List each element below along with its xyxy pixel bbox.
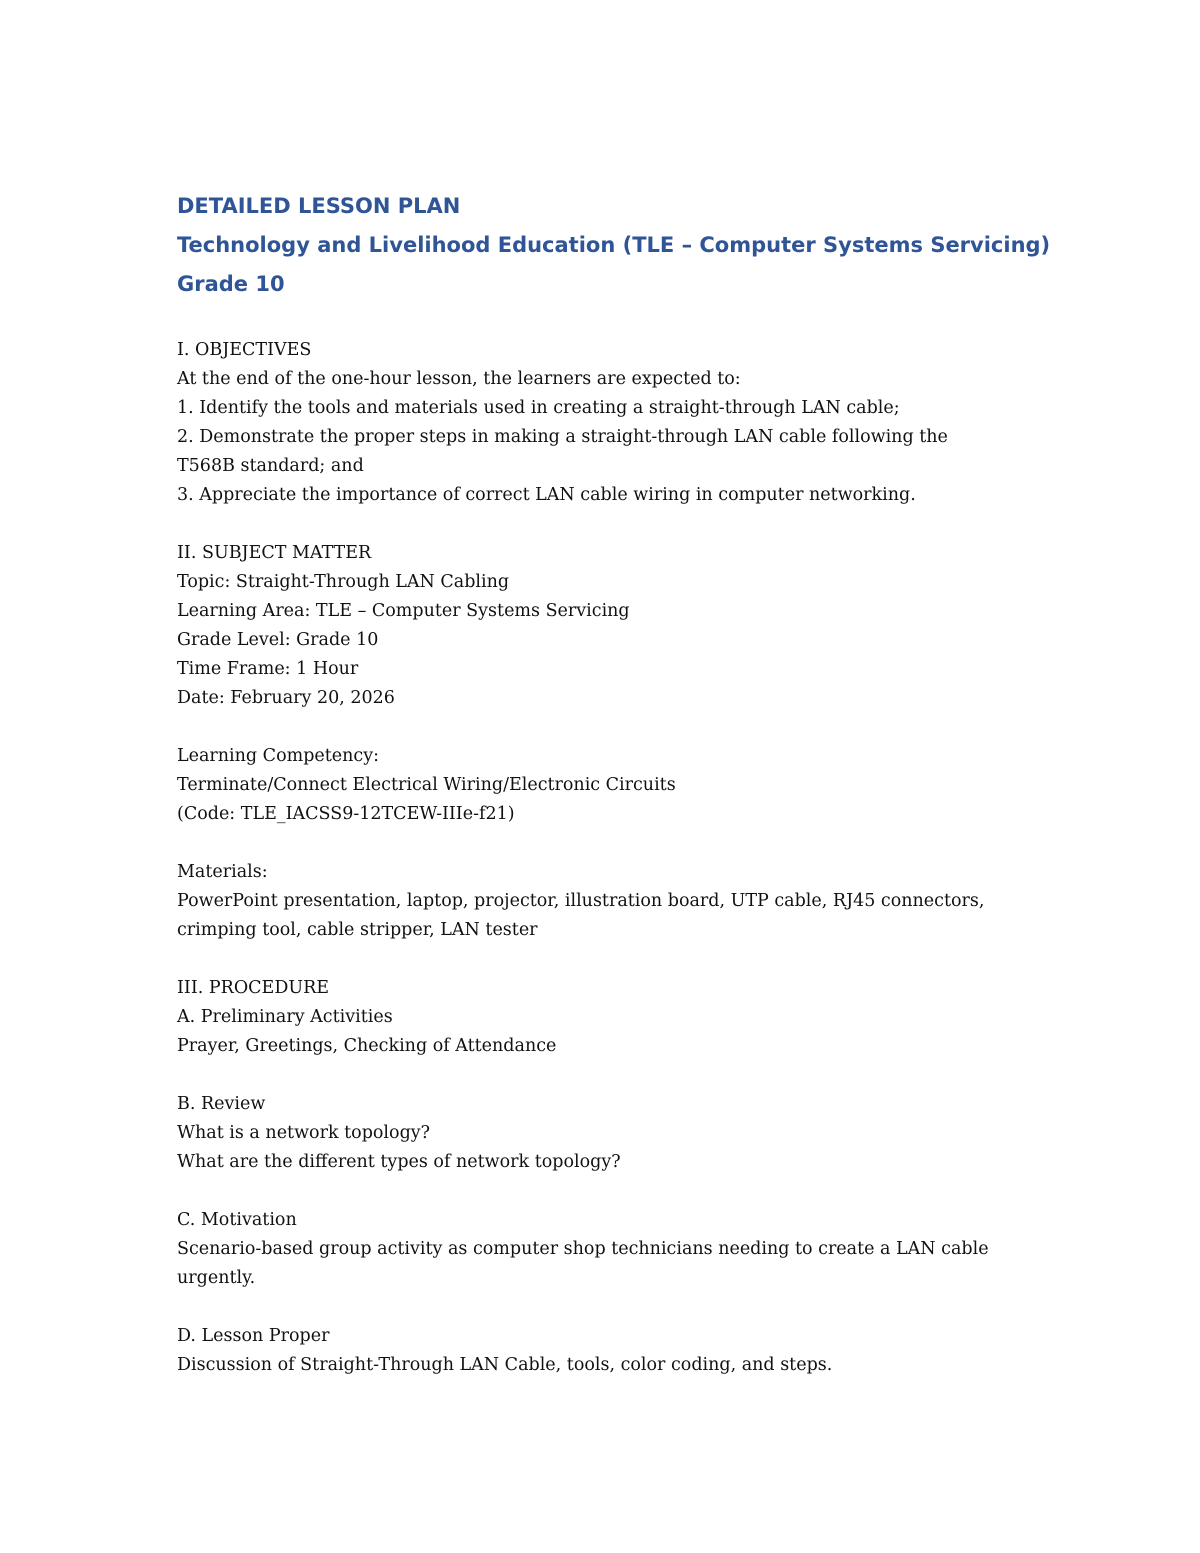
spacer xyxy=(177,510,1037,539)
objectives-intro: At the end of the one-hour lesson, the learners are expected to: xyxy=(177,369,741,389)
procedure-b-question-1: What is a network topology? xyxy=(177,1123,431,1143)
spacer xyxy=(177,1293,1037,1322)
document-page xyxy=(177,193,1051,1380)
document-grade: Grade 10 xyxy=(177,272,285,296)
procedure-c-line-2: urgently. xyxy=(177,1268,256,1288)
objective-item-2-line-1: 2. Demonstrate the proper steps in making a straight-through LAN cable following the xyxy=(177,427,948,447)
subject-matter-heading: II. SUBJECT MATTER xyxy=(177,543,372,563)
procedure-a-heading: A. Preliminary Activities xyxy=(177,1007,393,1027)
materials-line-2: crimping tool, cable stripper, LAN tester xyxy=(177,920,538,940)
document-title: DETAILED LESSON PLAN xyxy=(177,194,461,218)
materials-heading: Materials: xyxy=(177,862,268,882)
spacer xyxy=(177,713,1037,742)
spacer xyxy=(177,945,1037,974)
subject-topic: Topic: Straight-Through LAN Cabling xyxy=(177,572,510,592)
subject-date: Date: February 20, 2026 xyxy=(177,688,395,708)
objective-item-2-line-2: T568B standard; and xyxy=(177,456,364,476)
procedure-c-heading: C. Motivation xyxy=(177,1210,297,1230)
document-body xyxy=(177,336,1037,1380)
spacer xyxy=(177,829,1037,858)
competency-code: (Code: TLE_IACSS9-12TCEW-IIIe-f21) xyxy=(177,804,515,824)
procedure-heading: III. PROCEDURE xyxy=(177,978,330,998)
subject-time-frame: Time Frame: 1 Hour xyxy=(177,659,359,679)
procedure-b-question-2: What are the different types of network topology? xyxy=(177,1152,621,1172)
objective-item-3: 3. Appreciate the importance of correct LAN cable wiring in computer networking. xyxy=(177,485,916,505)
objective-item-1: 1. Identify the tools and materials used in creating a straight-through LAN cable; xyxy=(177,398,900,418)
procedure-d-text: Discussion of Straight-Through LAN Cable, tools, color coding, and steps. xyxy=(177,1355,833,1375)
document-subject: Technology and Livelihood Education (TLE – Computer Systems Servicing) xyxy=(177,233,1051,257)
procedure-c-line-1: Scenario-based group activity as computer shop technicians needing to create a LAN cable xyxy=(177,1239,989,1259)
spacer xyxy=(177,1177,1037,1206)
competency-text: Terminate/Connect Electrical Wiring/Electronic Circuits xyxy=(177,775,676,795)
subject-learning-area: Learning Area: TLE – Computer Systems Servicing xyxy=(177,601,630,621)
materials-line-1: PowerPoint presentation, laptop, projector, illustration board, UTP cable, RJ45 connectors, xyxy=(177,891,985,911)
procedure-b-heading: B. Review xyxy=(177,1094,266,1114)
objectives-heading: I. OBJECTIVES xyxy=(177,340,312,360)
procedure-a-text: Prayer, Greetings, Checking of Attendance xyxy=(177,1036,557,1056)
procedure-d-heading: D. Lesson Proper xyxy=(177,1326,330,1346)
spacer xyxy=(177,1061,1037,1090)
subject-grade-level: Grade Level: Grade 10 xyxy=(177,630,379,650)
competency-heading: Learning Competency: xyxy=(177,746,380,766)
